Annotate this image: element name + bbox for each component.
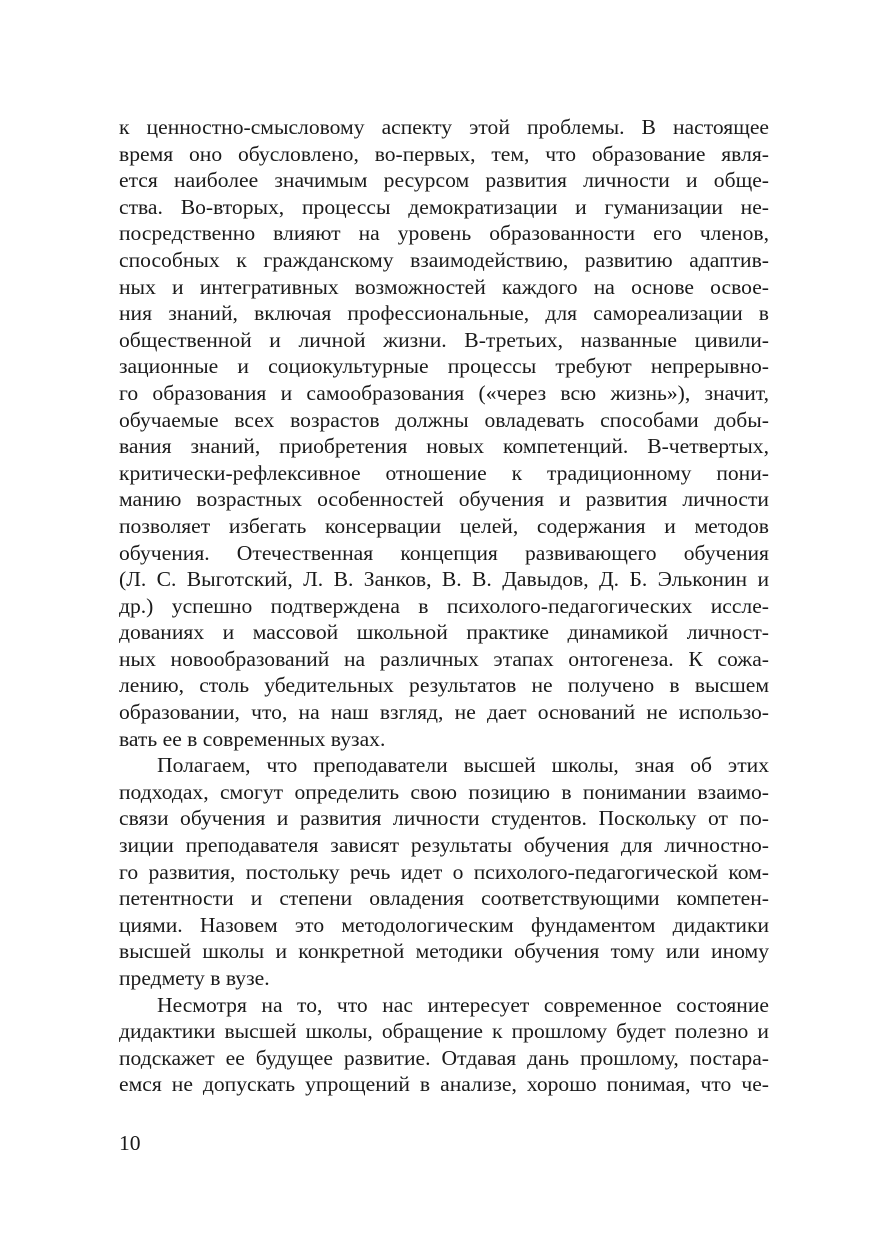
text-line: дованиях и массовой школьной практике динамикой личност- [119, 620, 769, 645]
text-line: го образования и самообразования («через всю жизнь»), значит, [119, 380, 769, 405]
paragraph-2 [119, 752, 769, 991]
text-line: петентности и степени овладения соответствующими компетен- [119, 886, 769, 911]
text-line: Несмотря на то, что нас интересует современное состояние [157, 992, 769, 1017]
text-line: время оно обусловлено, во-первых, тем, что образование явля- [119, 141, 769, 166]
paragraph-1 [119, 114, 769, 752]
text-line: вать ее в современных вузах. [119, 726, 386, 751]
text-line: лению, столь убедительных результатов не получено в высшем [119, 673, 769, 698]
text-line: дидактики высшей школы, обращение к прошлому будет полезно и [119, 1019, 769, 1044]
text-line: (Л. С. Выготский, Л. В. Занков, В. В. Давыдов, Д. Б. Эльконин и [119, 567, 769, 592]
text-line: критически-рефлексивное отношение к традиционному пони- [119, 460, 769, 485]
paragraph-3 [119, 992, 769, 1098]
body-text [119, 114, 769, 1098]
text-line: обучения. Отечественная концепция развивающего обучения [119, 540, 769, 565]
text-line: позволяет избегать консервации целей, содержания и методов [119, 513, 769, 538]
text-line: подскажет ее будущее развитие. Отдавая дань прошлому, постара- [119, 1045, 769, 1070]
text-line: обучаемые всех возрастов должны овладевать способами добы- [119, 407, 769, 432]
page-number: 10 [119, 1131, 141, 1155]
text-line: ется наиболее значимым ресурсом развития личности и обще- [119, 168, 769, 193]
text-line: го развития, постольку речь идет о психолого-педагогической ком- [119, 859, 769, 884]
text-line: ных и интегративных возможностей каждого на основе освое- [119, 274, 769, 299]
text-line: зиции преподавателя зависят результаты обучения для личностно- [119, 833, 769, 858]
text-line: ных новообразований на различных этапах онтогенеза. К сожа- [119, 646, 769, 671]
text-line: связи обучения и развития личности студентов. Поскольку от по- [119, 806, 769, 831]
text-line: циями. Назовем это методологическим фундаментом дидактики [119, 912, 769, 937]
text-line: манию возрастных особенностей обучения и развития личности [119, 487, 769, 512]
text-line: ства. Во-вторых, процессы демократизации и гуманизации не- [119, 194, 769, 219]
text-line: подходах, смогут определить свою позицию в понимании взаимо- [119, 779, 769, 804]
text-line: к ценностно-смысловому аспекту этой проблемы. В настоящее [119, 115, 769, 139]
text-line: зационные и социокультурные процессы требуют непрерывно- [119, 354, 769, 379]
text-line: общественной и личной жизни. В-третьих, названные цивили- [119, 327, 769, 352]
text-line: способных к гражданскому взаимодействию, развитию адаптив- [119, 247, 769, 272]
text-line: предмету в вузе. [119, 966, 270, 990]
text-line: Полагаем, что преподаватели высшей школы, зная об этих [157, 753, 769, 778]
text-line: вания знаний, приобретения новых компетенций. В-четвертых, [119, 434, 769, 459]
text-line: посредственно влияют на уровень образованности его членов, [119, 221, 769, 246]
text-line: емся не допускать упрощений в анализе, хорошо понимая, что че- [119, 1072, 769, 1097]
text-line: образовании, что, на наш взгляд, не дает оснований не использо- [119, 700, 769, 725]
text-line: высшей школы и конкретной методики обучения тому или иному [119, 939, 769, 964]
text-line: ния знаний, включая профессиональные, для самореализации в [119, 301, 769, 326]
text-line: др.) успешно подтверждена в психолого-педагогических иссле- [119, 593, 769, 618]
